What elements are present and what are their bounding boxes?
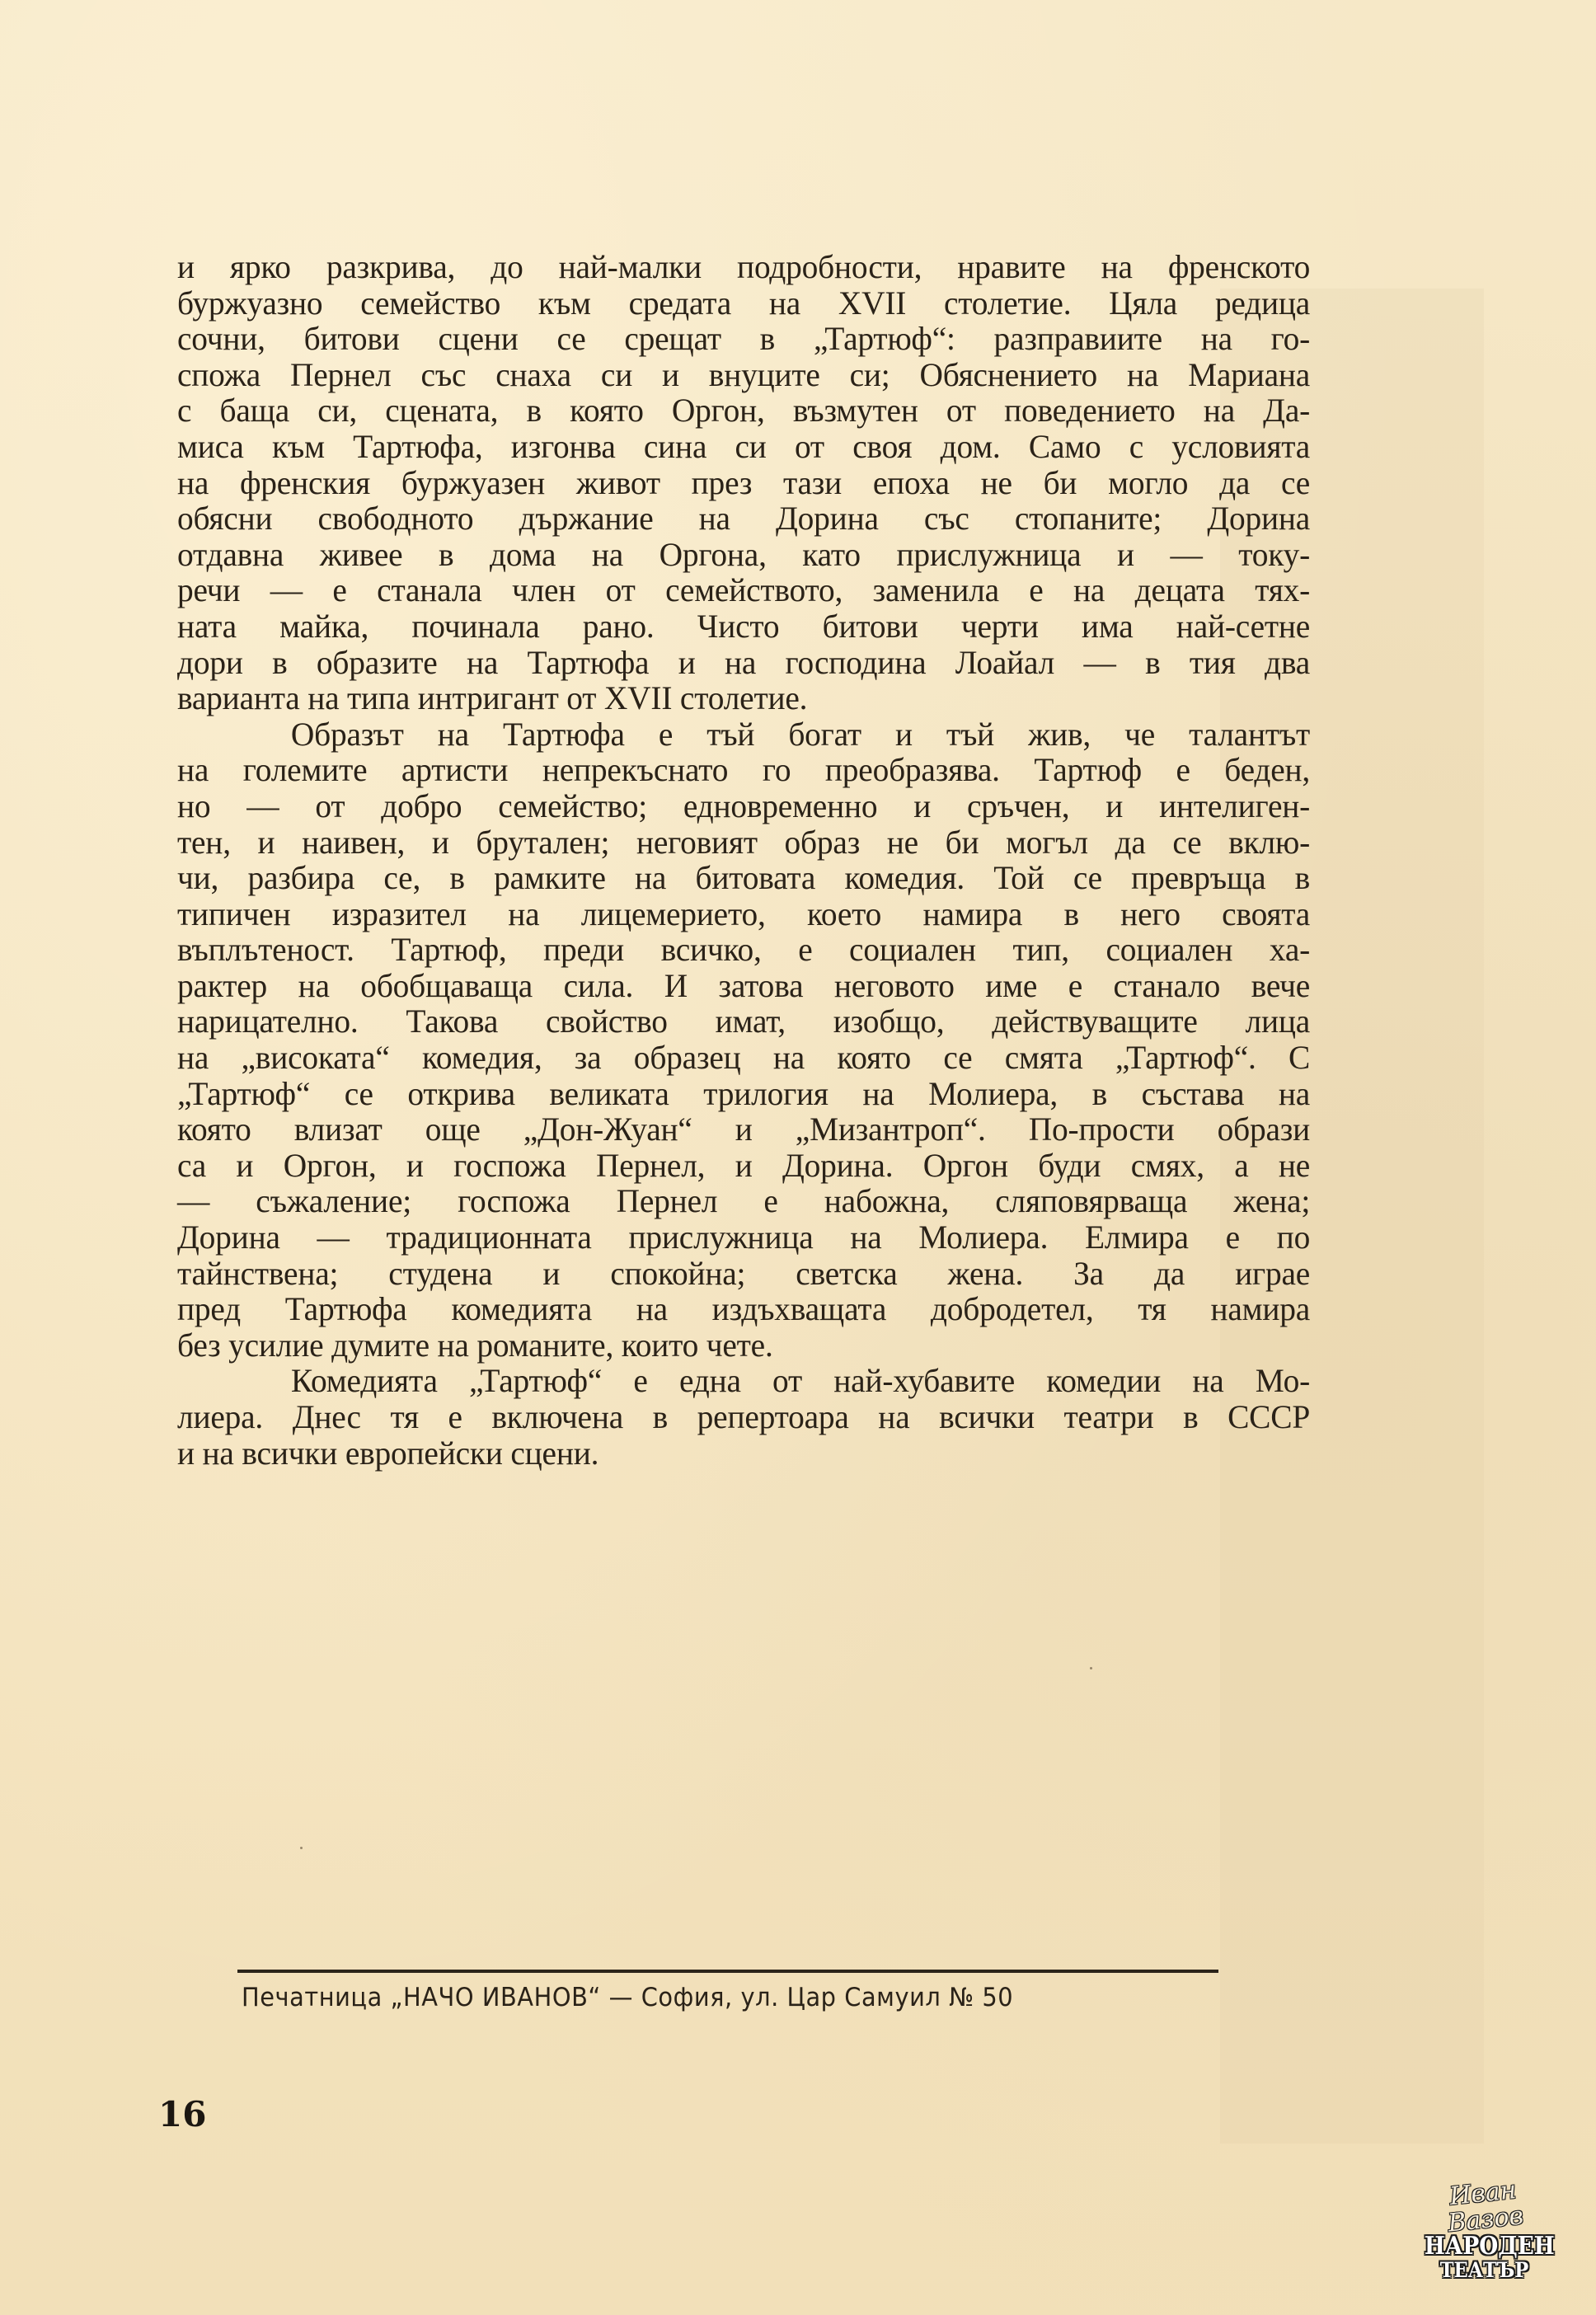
text-line: типичен изразител на лицемерието, което намира в него своята bbox=[177, 895, 1311, 932]
text-line: миса към Тартюфа, изгонва сина си от своя дом. Само с условията bbox=[177, 427, 1311, 465]
paper-speck bbox=[300, 1847, 303, 1849]
printer-imprint: Печатница „НАЧО ИВАНОВ“ — София, ул. Цар Самуил № 50 bbox=[242, 1983, 1014, 2012]
text-line: тайнствена; студена и спокойна; светска жена. За да играе bbox=[177, 1254, 1311, 1292]
page-number: 16 bbox=[158, 2094, 207, 2134]
text-line: която влизат още „Дон-Жуан“ и „Мизантроп“. По-прости образи bbox=[177, 1111, 1311, 1148]
paragraph bbox=[177, 1363, 1310, 1471]
text-line: с баща си, сцената, в която Оргон, възмутен от поведението на Да- bbox=[177, 392, 1311, 430]
text-line: — съжаление; госпожа Пернел е набожна, сляповярваща жена; bbox=[177, 1182, 1311, 1220]
text-line: отдавна живее в дома на Оргона, като прислужница и — току- bbox=[177, 535, 1311, 573]
text-line: тен, и наивен, и брутален; неговият образ не би могъл да се вклю- bbox=[177, 823, 1311, 861]
text-line: обясни свободното държание на Дорина със стопаните; Дорина bbox=[177, 500, 1311, 538]
text-line: речи — е станала член от семейството, заменила е на децата тях- bbox=[177, 571, 1311, 609]
text-line: Комедията „Тартюф“ е една от най-хубавите комедии на Мо- bbox=[290, 1362, 1311, 1400]
text-line: пред Тартюфа комедията на издъхващата добродетел, тя намира bbox=[177, 1290, 1311, 1328]
text-line: спожа Пернел със снаха си и внуците си; Обяснението на Мариана bbox=[177, 355, 1311, 393]
logo-text-line2: ТЕАТЪР bbox=[1439, 2258, 1529, 2282]
paragraph bbox=[177, 249, 1310, 716]
text-line: Дорина — традиционната прислужница на Молиера. Елмира е по bbox=[177, 1219, 1311, 1256]
logo-signature: Иван Вазов bbox=[1446, 2175, 1525, 2238]
logo-text-line1: НАРОДЕН bbox=[1424, 2232, 1555, 2261]
text-line: но — от добро семейство; едновременно и сръчен, и интелиген- bbox=[177, 787, 1311, 824]
text-line: на френския буржуазен живот през тази епоха не би могло да се bbox=[177, 463, 1311, 501]
text-line: на „високата“ комедия, за образец на която се смята „Тартюф“. С bbox=[177, 1039, 1311, 1077]
text-line: лиера. Днес тя е включена в репертоара на всички театри в СССР bbox=[177, 1398, 1311, 1435]
text-line: са и Оргон, и госпожа Пернел, и Дорина. Оргон буди смях, а не bbox=[177, 1146, 1311, 1184]
text-line: ната майка, починала рано. Чисто битови черти има най-сетне bbox=[177, 607, 1311, 645]
text-line: дори в образите на Тартюфа и на господина Лоайал — в тия два bbox=[177, 643, 1311, 681]
text-line: буржуазно семейство към средата на XVII столетие. Цяла редица bbox=[177, 284, 1311, 322]
text-line: Образът на Тартюфа е тъй богат и тъй жив, че талантът bbox=[290, 715, 1311, 753]
body-text bbox=[177, 249, 1310, 1471]
text-line: „Тартюф“ се открива великата трилогия на Молиера, в състава на bbox=[177, 1074, 1311, 1112]
text-line: рактер на обобщаваща сила. И затова неговото име е станало вече bbox=[177, 966, 1311, 1004]
national-theatre-logo bbox=[1416, 2175, 1555, 2282]
text-line: на големите артисти непрекъснато го преобразява. Тартюф е беден, bbox=[177, 751, 1311, 789]
text-line: въплътеност. Тартюф, преди всичко, е социален тип, социален ха- bbox=[177, 931, 1311, 969]
text-line: и на всички европейски сцени. bbox=[177, 1434, 599, 1472]
paper-speck bbox=[1090, 1667, 1092, 1669]
footer-divider bbox=[237, 1970, 1218, 1973]
text-line: сочни, битови сцени се срещат в „Тартюф“: разправиите на го- bbox=[177, 320, 1311, 358]
paragraph bbox=[177, 716, 1310, 1364]
text-line: и ярко разкрива, до най-малки подробности, нравите на френското bbox=[177, 248, 1311, 285]
text-line: варианта на типа интригант от XVII столетие. bbox=[177, 679, 808, 717]
text-line: нарицателно. Такова свойство имат, изобщо, действуващите лица bbox=[177, 1003, 1311, 1040]
text-line: без усилие думите на романите, които чете. bbox=[177, 1326, 773, 1364]
text-line: чи, разбира се, в рамките на битовата комедия. Той се превръща в bbox=[177, 859, 1311, 897]
